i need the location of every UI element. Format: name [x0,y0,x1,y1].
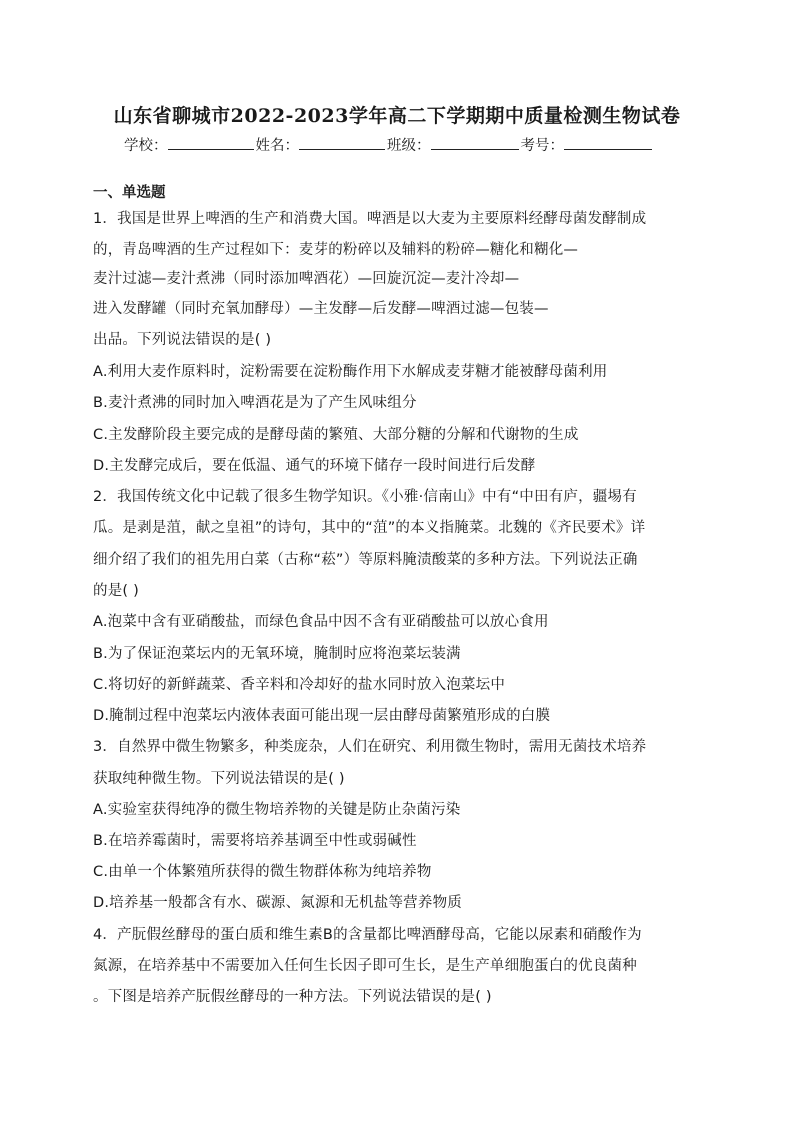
option-line: D.腌制过程中泡菜坛内液体表面可能出现一层由酵母菌繁殖形成的白膜 [93,708,551,724]
text-line: 的是( ) [93,583,139,599]
class-blank [431,134,519,150]
option-line: D.主发酵完成后，要在低温、通气的环境下储存一段时间进行后发酵 [93,458,536,474]
text-line: 1．我国是世界上啤酒的生产和消费大国。啤酒是以大麦为主要原料经酵母菌发酵制成 [93,211,647,227]
option-line: B.在培养霉菌时，需要将培养基调至中性或弱碱性 [93,833,417,849]
page-title: 山东省聊城市2022-2023学年高二下学期期中质量检测生物试卷 [113,105,681,127]
option-line: D.培养基一般都含有水、碳源、氮源和无机盐等营养物质 [93,895,462,911]
exam-no-blank [564,134,652,150]
text-line: 4．产朊假丝酵母的蛋白质和维生素B的含量都比啤酒酵母高，它能以尿素和硝酸作为 [93,927,642,943]
option-line: A.实验室获得纯净的微生物培养物的关键是防止杂菌污染 [93,802,461,818]
class-label: 班级： [387,138,431,154]
text-line: 。下图是培养产朊假丝酵母的一种方法。下列说法错误的是( ) [93,989,492,1005]
option-line: C.主发酵阶段主要完成的是酵母菌的繁殖、大部分糖的分解和代谢物的生成 [93,427,579,443]
text-line: 进入发酵罐（同时充氧加酵母）—主发酵—后发酵—啤酒过滤—包装— [93,301,549,317]
text-line: 3．自然界中微生物繁多，种类庞杂，人们在研究、利用微生物时，需用无菌技术培养 [93,739,647,755]
option-line: C.由单一个体繁殖所获得的微生物群体称为纯培养物 [93,864,432,880]
text-line: 麦汁过滤—麦汁煮沸（同时添加啤酒花）—回旋沉淀—麦汁冷却— [93,271,520,287]
text-line: 出品。下列说法错误的是( ) [93,332,272,348]
text-line: 细介绍了我们的祖先用白菜（古称“菘”）等原料腌渍酸菜的多种方法。下列说法正确 [93,552,638,568]
text-line: 瓜。是剥是菹，献之皇祖”的诗句，其中的“菹”的本义指腌菜。北魏的《齐民要术》详 [93,520,646,536]
name-blank [299,134,385,150]
text-line: 氮源，在培养基中不需要加入任何生长因子即可生长，是生产单细胞蛋白的优良菌种 [93,958,637,974]
school-label: 学校： [124,138,168,154]
school-blank [168,134,254,150]
text-line: 2．我国传统文化中记载了很多生物学知识。《小雅·信南山》中有“中田有庐，疆埸有 [93,489,637,505]
option-line: B.为了保证泡菜坛内的无氧环境，腌制时应将泡菜坛装满 [93,646,461,662]
name-label: 姓名： [255,138,299,154]
option-line: A.泡菜中含有亚硝酸盐，而绿色食品中因不含有亚硝酸盐可以放心食用 [93,614,549,630]
text-line: 获取纯种微生物。下列说法错误的是( ) [93,771,345,787]
student-info-row [124,134,654,155]
section-heading: 一、单选题 [93,185,166,201]
text-line: 的，青岛啤酒的生产过程如下：麦芽的粉碎以及辅料的粉碎—糖化和糊化— [93,242,579,258]
option-line: A.利用大麦作原料时，淀粉需要在淀粉酶作用下水解成麦芽糖才能被酵母菌利用 [93,364,608,380]
exam-no-label: 考号： [520,138,564,154]
option-line: C.将切好的新鲜蔬菜、香辛料和冷却好的盐水同时放入泡菜坛中 [93,677,506,693]
option-line: B.麦汁煮沸的同时加入啤酒花是为了产生风味组分 [93,395,417,411]
